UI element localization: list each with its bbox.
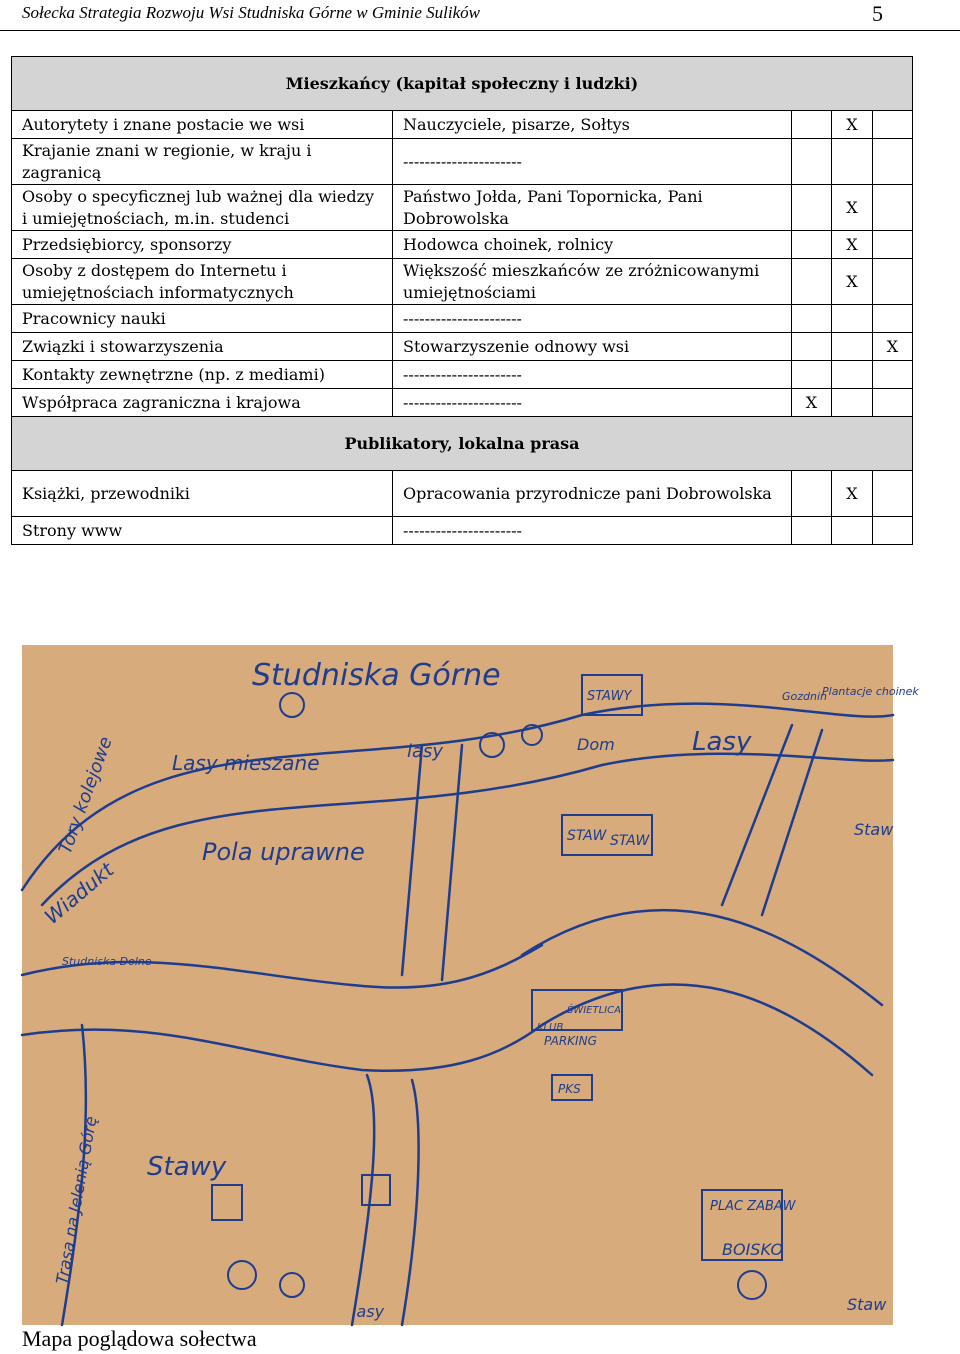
marker-cell (832, 517, 873, 545)
marker-cell: X (832, 259, 873, 305)
marker-cell: X (792, 389, 832, 417)
marker-cell (873, 471, 913, 517)
row-label: Współpraca zagraniczna i krajowa (12, 389, 393, 417)
marker-cell: X (832, 185, 873, 231)
marker-cell (873, 305, 913, 333)
table-row (12, 185, 913, 231)
marker-cell (873, 389, 913, 417)
table-row (12, 259, 913, 305)
resources-table (11, 56, 913, 545)
village-map (22, 645, 919, 1325)
marker-cell: X (873, 333, 913, 361)
row-value: Państwo Jołda, Pani Topornicka, Pani Dobrowolska (393, 185, 792, 231)
marker-cell (873, 139, 913, 185)
map-label: Pola uprawne (202, 838, 365, 866)
table-row (12, 305, 913, 333)
section-header-publications (12, 417, 913, 471)
map-label: Tory kolejowe (54, 734, 117, 857)
row-value: ---------------------- (393, 139, 792, 185)
row-label: Przedsiębiorcy, sponsorzy (12, 231, 393, 259)
marker-cell (832, 139, 873, 185)
map-label: PLAC ZABAW (710, 1199, 796, 1214)
marker-cell (792, 471, 832, 517)
marker-cell (873, 111, 913, 139)
marker-cell (832, 361, 873, 389)
map-label: PARKING (544, 1034, 597, 1048)
section-title: Publikatory, lokalna prasa (12, 417, 913, 471)
map-label: Plantacje choinek (822, 685, 919, 698)
marker-cell: X (832, 231, 873, 259)
row-label: Kontakty zewnętrzne (np. z mediami) (12, 361, 393, 389)
map-label: Dom (577, 735, 615, 754)
map-label: KLUB (537, 1022, 564, 1033)
table-row (12, 139, 913, 185)
marker-cell (792, 259, 832, 305)
table-row (12, 471, 913, 517)
header-title: Sołecka Strategia Rozwoju Wsi Studniska Górne w Gminie Sulików (22, 3, 481, 22)
table-row (12, 231, 913, 259)
row-value: ---------------------- (393, 305, 792, 333)
row-label: Autorytety i znane postacie we wsi (12, 111, 393, 139)
row-value: ---------------------- (393, 389, 792, 417)
map-label: Staw (854, 820, 894, 839)
marker-cell (792, 305, 832, 333)
marker-cell: X (832, 471, 873, 517)
map-caption: Mapa poglądowa sołectwa (22, 1326, 257, 1351)
row-label: Osoby z dostępem do Internetu i umiejętnościach informatycznych (12, 259, 393, 305)
marker-cell (873, 361, 913, 389)
row-label: Krajanie znani w regionie, w kraju i zagranicą (12, 139, 393, 185)
map-label: Lasy mieszane (172, 751, 320, 775)
map-label: Gozdnin (782, 690, 828, 703)
map-label: lasy (352, 1302, 385, 1321)
section-title: Mieszkańcy (kapitał społeczny i ludzki) (12, 57, 913, 111)
marker-cell (792, 333, 832, 361)
table-row (12, 517, 913, 545)
row-value: Hodowca choinek, rolnicy (393, 231, 792, 259)
map-paper (22, 645, 893, 1325)
map-label: BOISKO (722, 1240, 784, 1259)
row-value: Stowarzyszenie odnowy wsi (393, 333, 792, 361)
marker-cell (873, 517, 913, 545)
page-number: 5 (872, 1, 883, 26)
table-row (12, 333, 913, 361)
map-label: PKS (558, 1082, 581, 1096)
map-drawing (22, 645, 919, 1325)
map-label: Wiadukt (39, 857, 119, 929)
map-label: STAWY (587, 689, 632, 704)
marker-cell: X (832, 111, 873, 139)
row-value: ---------------------- (393, 361, 792, 389)
marker-cell (792, 139, 832, 185)
map-label: Studniska Dolne (62, 955, 152, 968)
page-header (0, 0, 960, 31)
map-label: Lasy (692, 727, 752, 757)
row-label: Książki, przewodniki (12, 471, 393, 517)
row-label: Związki i stowarzyszenia (12, 333, 393, 361)
map-label: Trasa na Jelenią Górę (52, 1114, 101, 1286)
map-label: STAW (567, 828, 607, 844)
row-value: Większość mieszkańców ze zróżnicowanymi umiejętnościami (393, 259, 792, 305)
section-header-residents (12, 57, 913, 111)
marker-cell (792, 185, 832, 231)
map-label: Stawy (147, 1152, 227, 1182)
table-row (12, 389, 913, 417)
marker-cell (832, 389, 873, 417)
marker-cell (832, 305, 873, 333)
row-value: Opracowania przyrodnicze pani Dobrowolska (393, 471, 792, 517)
map-label: lasy (407, 741, 444, 762)
marker-cell (792, 517, 832, 545)
row-label: Strony www (12, 517, 393, 545)
row-value: ---------------------- (393, 517, 792, 545)
row-label: Osoby o specyficznej lub ważnej dla wiedzy i umiejętnościach, m.in. studenci (12, 185, 393, 231)
marker-cell (792, 231, 832, 259)
map-label: ŚWIETLICA (567, 1005, 621, 1016)
table-row (12, 361, 913, 389)
map-label: STAW (610, 833, 650, 849)
map-label: Staw (847, 1295, 887, 1314)
marker-cell (873, 259, 913, 305)
row-label: Pracownicy nauki (12, 305, 393, 333)
marker-cell (792, 111, 832, 139)
marker-cell (873, 231, 913, 259)
map-title: Studniska Górne (252, 658, 501, 693)
marker-cell (873, 185, 913, 231)
row-value: Nauczyciele, pisarze, Sołtys (393, 111, 792, 139)
marker-cell (792, 361, 832, 389)
marker-cell (832, 333, 873, 361)
table-row (12, 111, 913, 139)
